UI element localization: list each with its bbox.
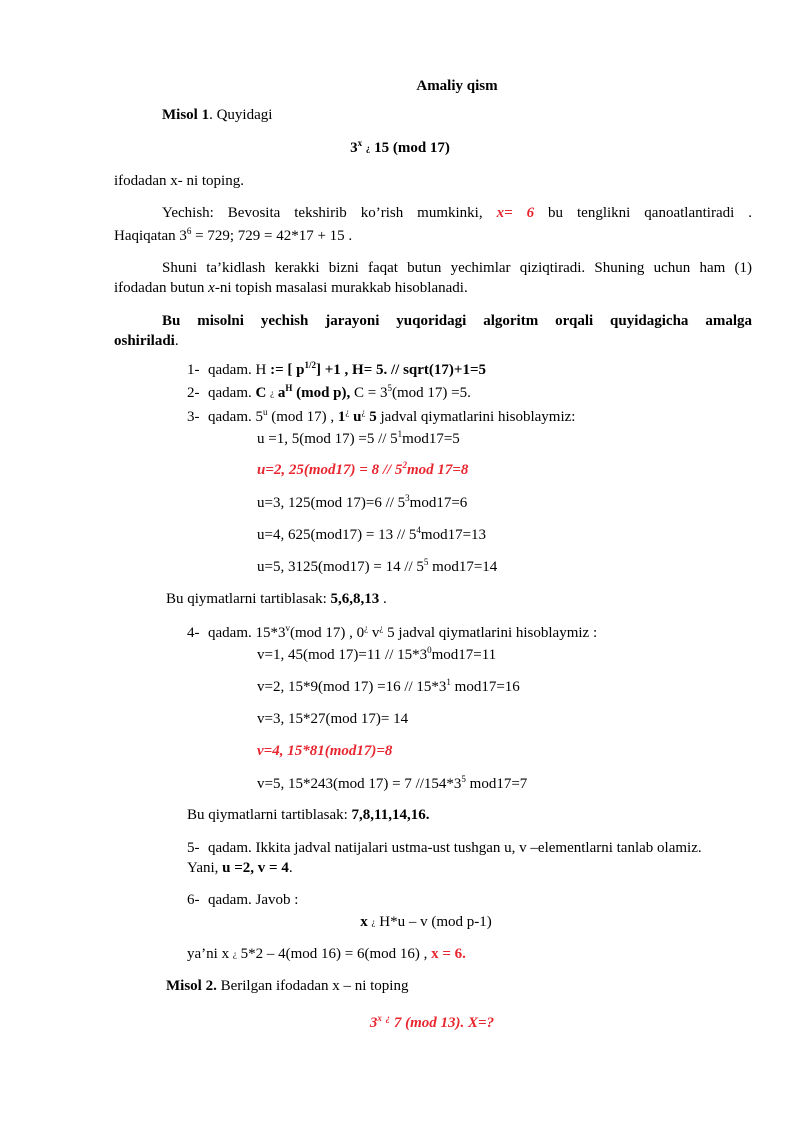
u-row: u=5, $3125(mod17) = 14 // 5^5$ mod17=14 — [257, 557, 498, 575]
v-row: v=4, 15*81(mod17)=8 — [257, 743, 393, 759]
page-title: Amaliy qism — [416, 78, 498, 94]
misol1-task: ifodadan x- ni toping. — [114, 173, 244, 189]
solution-line-2: Haqiqatan $3^6 = 729$; 729 = 42*17 + 15 . — [114, 226, 353, 244]
v-row: v=2, 15*9(mod $17) =16 // 15*3^1$ mod17=16 — [257, 677, 520, 695]
solution-line-1: Yechish: Bevosita tekshirib ko’rish mumkinki, x= 6 bu tenglikni qanoatlantiradi . — [162, 205, 752, 221]
misol1-label: Misol 1 — [162, 107, 210, 123]
misol2-heading: Misol 2. Berilgan ifodadan x – ni toping — [166, 978, 409, 994]
bold-paragraph-line-1: Bu misolni yechish jarayoni yuqoridagi algoritm orqali quyidagicha amalga — [162, 313, 752, 329]
sorted-v-values: Bu qiymatlarni tartiblasak: 7,8,11,14,16. — [187, 807, 430, 823]
misol1-equation: 3$^x$ ¿ 15 (mod 17) — [350, 138, 450, 156]
paragraph-line-2: ifodadan butun x-ni topish masalasi murakkab hisoblanadi. — [114, 280, 468, 296]
step-2: 2- qadam. C ¿ $a^H$ (mod p), $C = 3^5(mod$ 17) =5. — [187, 383, 471, 401]
bold-paragraph-line-2: oshiriladi. — [114, 333, 179, 349]
step-5-result: Yani, u =2, v = 4. — [187, 860, 293, 876]
step-1: 1- qadam. H := [ $p^{1/2}] +1$ , H= 5. // sqrt(17)+1=5 — [187, 360, 486, 378]
v-row: v=5, 15*243(mod 17) = 7 $//154*3^5$ mod17=7 — [257, 774, 528, 792]
u-row: u=2, $25(mod17) = 8 // 5^2mod$ 17=8 — [257, 460, 469, 478]
step-6: 6- qadam. Javob : — [187, 892, 299, 908]
u-row: u=4, $625(mod17) = 13 // 5^4mod17=13$ — [257, 525, 487, 543]
paragraph-line-1: Shuni ta’kidlash kerakki bizni faqat butun yechimlar qiziqtiradi. Shuning uchun ham (1) — [162, 260, 752, 276]
sorted-u-values: Bu qiymatlarni tartiblasak: 5,6,8,13 . — [166, 591, 387, 607]
u-row: u =1, 5(mod $17) =5 // 5^1mod17=5$ — [257, 429, 460, 447]
step-4: 4- qadam. 15*3$^v$(mod 17) , 0¿ v¿ 5 jadval qiymatlarini hisoblaymiz : — [187, 623, 598, 641]
step-5: 5- qadam. Ikkita jadval natijalari ustma-ust tushgan u, v –elementlarni tanlab olamiz. — [187, 840, 702, 856]
answer-formula: x ¿ H*u – v (mod p-1) — [360, 914, 492, 930]
u-row: u=3, 125(mod $17)=6 // 5^3mod17=6$ — [257, 493, 468, 511]
misol1-heading — [162, 106, 272, 124]
v-row: v=3, 15*27(mod 17)= 14 — [257, 711, 409, 727]
misol1-intro: . Quyidagi — [209, 107, 273, 123]
step-3: 3- qadam. 5$^u$ (mod 17) , 1¿ u¿ 5 jadval qiymatlarini hisoblaymiz: — [187, 407, 576, 425]
answer-line: ya’ni x ¿ 5*2 – 4(mod 16) = 6(mod 16) , x = 6. — [187, 946, 466, 962]
misol2-equation: 3$^x$ ¿ 7 (mod 13). X=? — [369, 1013, 495, 1031]
v-row: v=1, 45(mod $17)=11 // 15*3^0mod17=11$ — [257, 645, 497, 663]
